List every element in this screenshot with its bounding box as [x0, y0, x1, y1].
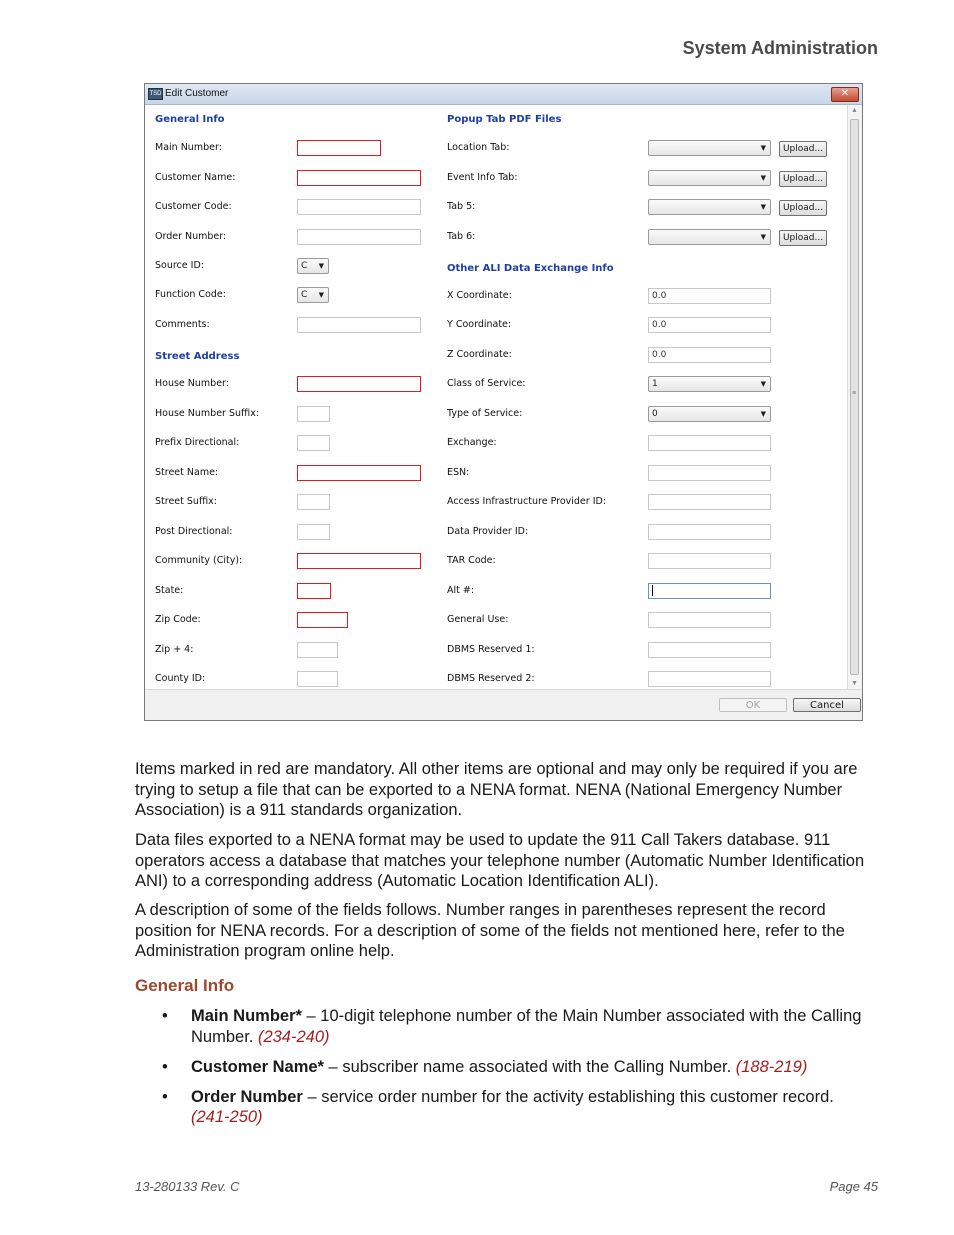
heading-general-info: General Info	[135, 976, 235, 995]
label-y-coordinate: Y Coordinate:	[447, 319, 512, 330]
community-city-input[interactable]	[297, 553, 421, 569]
exchange-input[interactable]	[648, 435, 771, 451]
label-data-provider-id: Data Provider ID:	[447, 526, 529, 537]
paragraph-mandatory-items: Items marked in red are mandatory. All other items are optional and may only be required if you are trying to setup a file that can be exported to a NENA format. NENA (National Emergency Number Association) is a 911 standards organization.	[135, 760, 858, 819]
customer-name-input[interactable]	[297, 170, 421, 186]
house-number-suffix-input[interactable]	[297, 406, 330, 422]
selected-value: 1	[652, 379, 658, 389]
label-order-number: Order Number:	[155, 231, 227, 242]
label-general-use: General Use:	[447, 614, 509, 625]
label-main-number: Main Number:	[155, 142, 222, 153]
class-of-service-dropdown[interactable]	[648, 376, 771, 392]
alt-input[interactable]	[648, 583, 771, 599]
section-other-ali: Other ALI Data Exchange Info	[447, 263, 614, 274]
chevron-down-icon: ▼	[760, 410, 766, 418]
chevron-down-icon: ▼	[318, 291, 324, 299]
selected-value: C	[301, 290, 308, 300]
label-house-number-suffix: House Number Suffix:	[155, 408, 260, 419]
record-position: (241-250)	[191, 1108, 263, 1126]
function-code-dropdown[interactable]	[297, 287, 329, 303]
label-prefix-directional: Prefix Directional:	[155, 437, 240, 448]
label-community-city: Community (City):	[155, 555, 243, 566]
data-provider-id-input[interactable]	[648, 524, 771, 540]
z-coordinate-input[interactable]: 0.0	[648, 347, 771, 363]
label-street-name: Street Name:	[155, 467, 219, 478]
y-coordinate-input[interactable]: 0.0	[648, 317, 771, 333]
label-tar-code: TAR Code:	[447, 555, 496, 566]
order-number-input[interactable]	[297, 229, 421, 245]
label-type-of-service: Type of Service:	[447, 408, 523, 419]
chevron-down-icon: ▼	[760, 203, 766, 211]
chevron-down-icon: ▼	[760, 144, 766, 152]
general-use-input[interactable]	[648, 612, 771, 628]
app-icon: TSD	[148, 88, 163, 100]
label-dbms-reserved-1: DBMS Reserved 1:	[447, 644, 535, 655]
label-z-coordinate: Z Coordinate:	[447, 349, 512, 360]
label-zip-4: Zip + 4:	[155, 644, 194, 655]
state-input[interactable]	[297, 583, 331, 599]
dbms-reserved-2-input[interactable]	[648, 671, 771, 687]
label-customer-name: Customer Name:	[155, 172, 236, 183]
selected-value: 0	[652, 409, 658, 419]
selected-value: C	[301, 261, 308, 271]
label-post-directional: Post Directional:	[155, 526, 233, 537]
description: – 10-digit telephone number of the Main Number associated with the Calling Number.	[191, 1007, 862, 1046]
tab-5-upload-button[interactable]: Upload...	[779, 200, 827, 216]
term: Main Number*	[191, 1007, 302, 1025]
zip-4-input[interactable]	[297, 642, 338, 658]
dialog-title: Edit Customer	[165, 88, 229, 99]
post-directional-input[interactable]	[297, 524, 330, 540]
source-id-dropdown[interactable]	[297, 258, 329, 274]
customer-code-input[interactable]	[297, 199, 421, 215]
label-access-infrastructure-provider-id: Access Infrastructure Provider ID:	[447, 496, 607, 507]
zip-code-input[interactable]	[297, 612, 348, 628]
term: Customer Name*	[191, 1057, 324, 1076]
scroll-thumb[interactable]	[850, 119, 859, 675]
prefix-directional-input[interactable]	[297, 435, 330, 451]
label-zip-code: Zip Code:	[155, 614, 201, 625]
list-item	[160, 1057, 875, 1078]
ok-button[interactable]: OK	[719, 698, 787, 712]
close-button[interactable]	[831, 87, 859, 102]
page-number: Page 45	[829, 1179, 878, 1194]
street-name-input[interactable]	[297, 465, 421, 481]
term: Order Number	[191, 1087, 303, 1106]
dialog-titlebar[interactable]	[145, 84, 862, 105]
section-popup-tab-pdf: Popup Tab PDF Files	[447, 114, 562, 125]
cancel-button[interactable]: Cancel	[793, 698, 861, 712]
paragraph-nena-export: Data files exported to a NENA format may be used to update the 911 Call Takers database. 911 operators access a database that matches your telephone number (Automatic Number Identification ANI) to a corresponding address (Automatic Location Identification ALI).	[135, 831, 865, 890]
event-info-tab-upload-button[interactable]: Upload...	[779, 171, 827, 187]
event-info-tab-pdf-dropdown[interactable]	[648, 170, 771, 186]
tab-5-pdf-dropdown[interactable]	[648, 199, 771, 215]
description: – subscriber name associated with the Calling Number.	[323, 1057, 736, 1076]
vertical-scrollbar[interactable]	[847, 105, 861, 690]
label-state: State:	[155, 585, 184, 596]
type-of-service-dropdown[interactable]	[648, 406, 771, 422]
list-item	[160, 1006, 875, 1047]
scroll-down-arrow-icon[interactable]: ▼	[851, 680, 858, 687]
label-exchange: Exchange:	[447, 437, 497, 448]
label-x-coordinate: X Coordinate:	[447, 290, 512, 301]
tab-6-pdf-dropdown[interactable]	[648, 229, 771, 245]
record-position: (234-240)	[257, 1027, 330, 1046]
main-number-input[interactable]	[297, 140, 381, 156]
dialog-button-bar	[145, 689, 862, 720]
list-item	[160, 1087, 875, 1128]
chevron-down-icon: ▼	[760, 380, 766, 388]
bullet-icon: •	[162, 1007, 168, 1025]
field-description-list	[160, 1006, 875, 1137]
label-location-tab: Location Tab:	[447, 142, 510, 153]
chevron-down-icon: ▼	[318, 262, 324, 270]
tar-code-input[interactable]	[648, 553, 771, 569]
location-tab-upload-button[interactable]: Upload...	[779, 141, 827, 157]
section-street-address: Street Address	[155, 351, 240, 362]
label-tab-6: Tab 6:	[447, 231, 476, 242]
label-customer-code: Customer Code:	[155, 201, 232, 212]
label-alt: Alt #:	[447, 585, 475, 596]
label-source-id: Source ID:	[155, 260, 204, 271]
scroll-up-arrow-icon[interactable]: ▲	[851, 107, 858, 114]
section-header-title: System Administration	[682, 38, 878, 58]
bullet-icon: •	[162, 1087, 168, 1106]
label-dbms-reserved-2: DBMS Reserved 2:	[447, 673, 535, 684]
tab-6-upload-button[interactable]: Upload...	[779, 230, 827, 246]
house-number-input[interactable]	[297, 376, 421, 392]
dialog-form	[145, 105, 848, 690]
label-comments: Comments:	[155, 319, 210, 330]
grip-icon: ≡	[852, 390, 857, 397]
chevron-down-icon: ▼	[760, 174, 766, 182]
close-icon: ✕	[840, 88, 850, 99]
paragraph-field-description: A description of some of the fields follows. Number ranges in parentheses represent the record position for NENA records. For a description of some of the fields not mentioned here, refer to the Administration program online help.	[135, 901, 845, 960]
county-id-input[interactable]	[297, 671, 338, 687]
description: – service order number for the activity establishing this customer record.	[302, 1087, 834, 1106]
label-event-info-tab: Event Info Tab:	[447, 172, 518, 183]
document-number: 13-280133 Rev. C	[135, 1179, 240, 1194]
location-tab-pdf-dropdown[interactable]	[648, 140, 771, 156]
bullet-icon: •	[162, 1057, 168, 1076]
chevron-down-icon: ▼	[760, 233, 766, 241]
record-position: (188-219)	[735, 1057, 808, 1076]
x-coordinate-input[interactable]: 0.0	[648, 288, 771, 304]
dbms-reserved-1-input[interactable]	[648, 642, 771, 658]
edit-customer-dialog	[144, 83, 863, 721]
label-house-number: House Number:	[155, 378, 229, 389]
street-suffix-input[interactable]	[297, 494, 330, 510]
label-function-code: Function Code:	[155, 289, 226, 300]
access-infrastructure-provider-id-input[interactable]	[648, 494, 771, 510]
comments-input[interactable]	[297, 317, 421, 333]
label-street-suffix: Street Suffix:	[155, 496, 217, 507]
esn-input[interactable]	[648, 465, 771, 481]
label-county-id: County ID:	[155, 673, 206, 684]
label-esn: ESN:	[447, 467, 470, 478]
text-caret	[652, 585, 653, 596]
label-class-of-service: Class of Service:	[447, 378, 526, 389]
label-tab-5: Tab 5:	[447, 201, 476, 212]
section-general-info: General Info	[155, 114, 225, 125]
